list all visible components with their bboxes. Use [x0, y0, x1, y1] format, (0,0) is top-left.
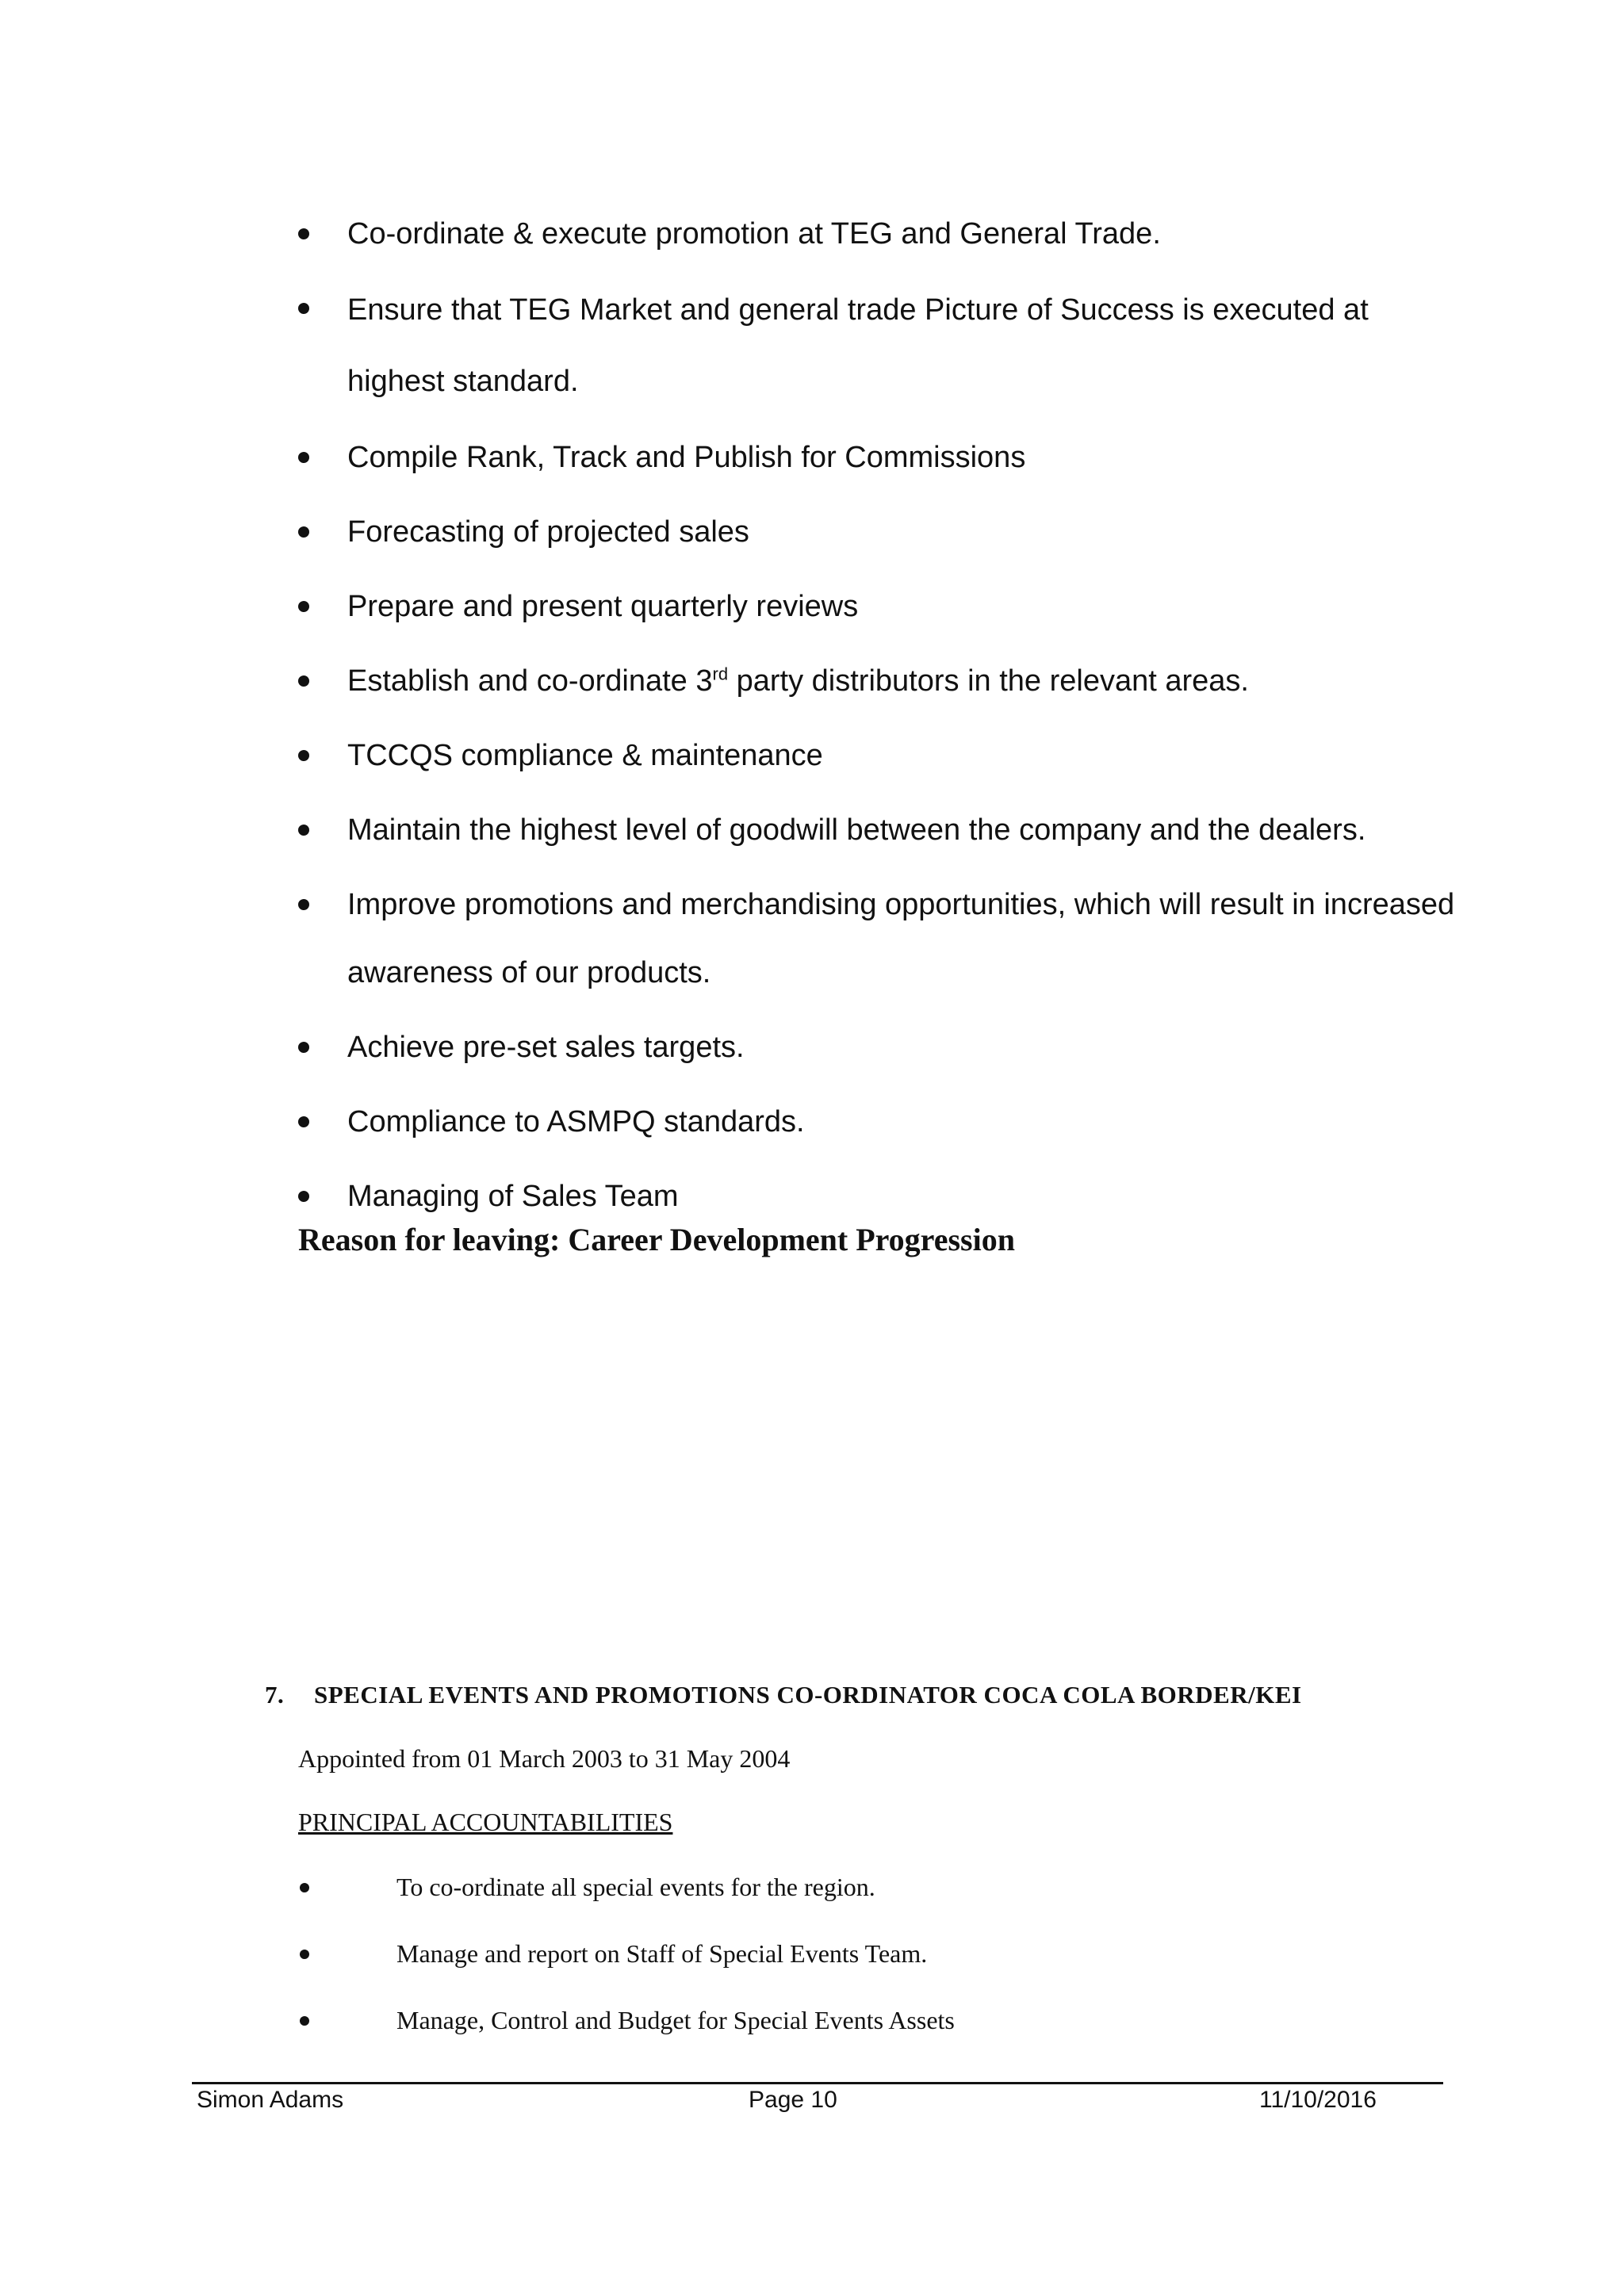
- list-item-text: Improve promotions and merchandising opportunities, which will result in increased awareness of our products.: [347, 888, 1455, 989]
- list-item: [295, 796, 1469, 864]
- list-item-text: Establish and co-ordinate 3rd party distributors in the relevant areas.: [347, 664, 1249, 698]
- list-item-text: Prepare and present quarterly reviews: [347, 590, 859, 623]
- section-title: SPECIAL EVENTS AND PROMOTIONS CO-ORDINATOR COCA COLA BORDER/KEI: [314, 1681, 1302, 1709]
- section-number: 7.: [265, 1681, 285, 1709]
- page-footer: [197, 2087, 1386, 2118]
- footer-page-number: Page 10: [749, 2087, 837, 2113]
- list-item: [298, 1871, 1488, 1903]
- footer-divider: [192, 2082, 1443, 2084]
- list-item: [295, 1013, 1469, 1081]
- footer-author: Simon Adams: [197, 2087, 344, 2113]
- list-item-text: Maintain the highest level of goodwill between the company and the dealers.: [347, 813, 1366, 847]
- list-item-text: Achieve pre-set sales targets.: [347, 1031, 745, 1064]
- footer-date: 11/10/2016: [1259, 2087, 1377, 2113]
- list-item: [295, 721, 1469, 790]
- list-item-text: Ensure that TEG Market and general trade Picture of Success is executed at highest standard.: [347, 293, 1369, 398]
- list-item-text: Compile Rank, Track and Publish for Commissions: [347, 441, 1026, 474]
- list-item: [295, 572, 1469, 641]
- list-item: [295, 871, 1469, 1007]
- list-item: [295, 647, 1469, 715]
- list-item-text: Forecasting of projected sales: [347, 515, 749, 549]
- accountabilities-list: [298, 1871, 1488, 2071]
- list-item-text: Manage, Control and Budget for Special Events Assets: [396, 2006, 955, 2034]
- list-item: [295, 200, 1469, 268]
- list-item: [295, 274, 1469, 417]
- list-item: [295, 498, 1469, 566]
- list-item-text: To co-ordinate all special events for the region.: [396, 1873, 875, 1901]
- list-item: [295, 423, 1469, 492]
- list-item: [295, 1088, 1469, 1156]
- duties-list: [295, 200, 1469, 1237]
- list-item-text: Managing of Sales Team: [347, 1180, 679, 1213]
- reason-for-leaving: Reason for leaving: Career Development Progression: [298, 1222, 1015, 1257]
- list-item: [298, 2004, 1488, 2036]
- list-item-text: TCCQS compliance & maintenance: [347, 739, 823, 772]
- principal-accountabilities-heading: PRINCIPAL ACCOUNTABILITIES: [298, 1808, 673, 1836]
- list-item-text: Co-ordinate & execute promotion at TEG and General Trade.: [347, 217, 1161, 251]
- section-heading: [265, 1681, 1302, 1709]
- appointment-dates: Appointed from 01 March 2003 to 31 May 2004: [298, 1744, 791, 1773]
- list-item-text: Compliance to ASMPQ standards.: [347, 1105, 805, 1138]
- list-item: [298, 1938, 1488, 1969]
- list-item-text: Manage and report on Staff of Special Events Team.: [396, 1939, 928, 1968]
